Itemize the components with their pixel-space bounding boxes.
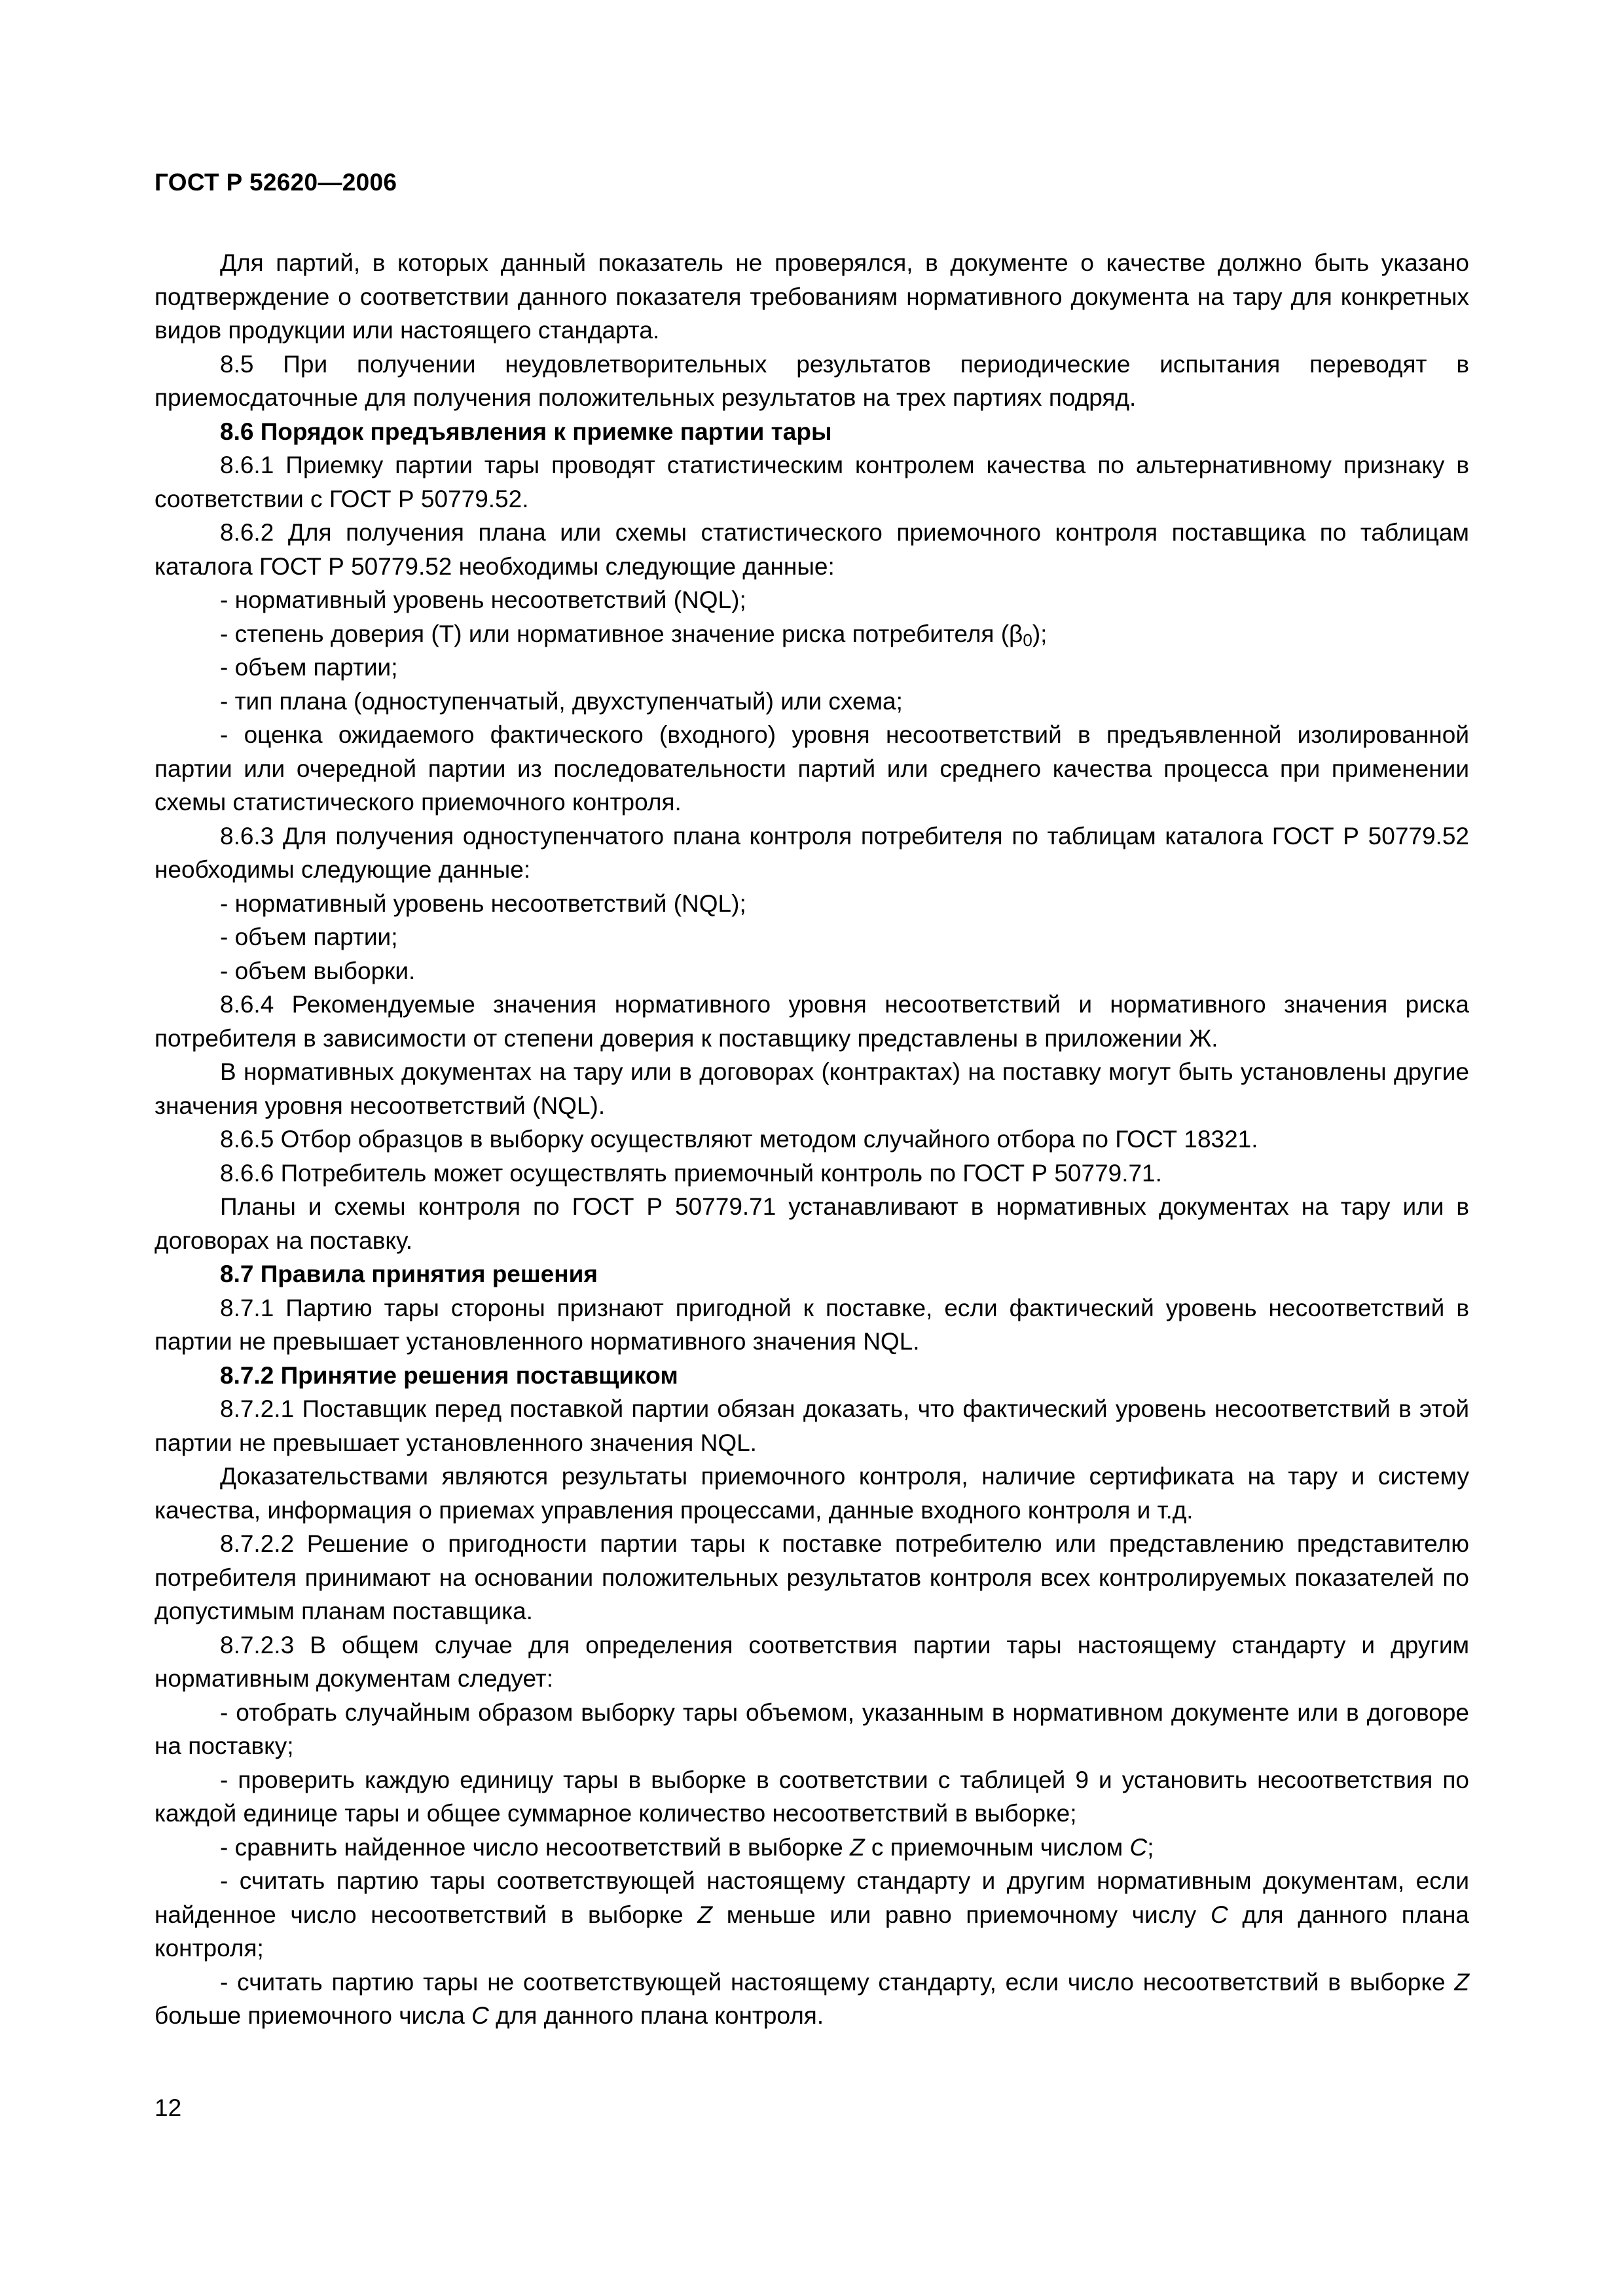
text-run: Доказательствами являются результаты приемочного контроля, наличие сертификата на тару и систему качества, информация о приемах управления процессами, данные входного контроля и т.д.: [155, 1463, 1469, 1524]
text-run: 8.7.2.3 В общем случае для определения соответствия партии тары настоящему стандарту и другим нормативным документам следует:: [155, 1631, 1469, 1692]
text-run: 8.6 Порядок предъявления к приемке партии тары: [220, 418, 832, 445]
text-run: );: [1032, 620, 1048, 647]
text-run: 8.7.1 Партию тары стороны признают пригодной к поставке, если фактический уровень несоответствий в партии не превышает установленного нормативного значения NQL.: [155, 1294, 1469, 1355]
paragraph: [155, 1122, 1469, 1157]
text-run: 8.6.1 Приемку партии тары проводят статистическим контролем качества по альтернативному признаку в соответствии с ГОСТ Р 50779.52.: [155, 452, 1469, 512]
text-run: 8.7.2 Принятие решения поставщиком: [220, 1361, 678, 1389]
text-run: 8.7 Правила принятия решения: [220, 1261, 598, 1287]
section-heading: [155, 1257, 1469, 1291]
paragraph: [155, 1055, 1469, 1122]
text-run: 8.6.3 Для получения одноступенчатого плана контроля потребителя по таблицам каталога ГОСТ Р 50779.52 необходимы следующие данные:: [155, 822, 1469, 883]
text-run: - проверить каждую единицу тары в выборке в соответствии с таблицей 9 и установить несоответствия по каждой единице тары и общее суммарное количество несоответствий в выборке;: [155, 1766, 1469, 1827]
paragraph: [155, 1965, 1469, 2033]
subscript: 0: [1023, 630, 1032, 650]
text-run: - отобрать случайным образом выборку тары объемом, указанным в нормативном документе или в договоре на поставку;: [155, 1698, 1469, 1759]
paragraph: [155, 954, 1469, 988]
paragraph: [155, 1696, 1469, 1763]
text-run: - считать партию тары соответствующей настоящему стандарту и другим нормативным документам, если найденное число несоответствий в выборке: [155, 1867, 1469, 1928]
paragraph: [155, 617, 1469, 651]
paragraph: [155, 1763, 1469, 1831]
text-run: Для партий, в которых данный показатель не проверялся, в документе о качестве должно быть указано подтверждение о соответствии данного показателя требованиям нормативного документа на тару для конкретных видов продукции или настоящего стандарта.: [155, 249, 1469, 344]
text-run: для данного плана контроля.: [488, 2002, 824, 2029]
text-run: для данного плана контроля;: [155, 1901, 1470, 1962]
text-run: - оценка ожидаемого фактического (входного) уровня несоответствий в предъявленной изолированной партии или очередной партии из последовательности партий или среднего качества процесса при применении схемы статистического приемочного контроля.: [155, 721, 1469, 816]
variable-symbol: Z: [697, 1901, 713, 1928]
variable-symbol: C: [471, 2002, 489, 2029]
text-run: меньше или равно приемочному числу: [712, 1901, 1211, 1928]
text-run: ;: [1147, 1833, 1154, 1861]
variable-symbol: Z: [850, 1833, 865, 1861]
paragraph: [155, 348, 1469, 415]
text-run: - объем выборки.: [220, 957, 416, 984]
text-run: 8.6.4 Рекомендуемые значения нормативного уровня несоответствий и нормативного значения риска потребителя в зависимости от степени доверия к поставщику представлены в приложении Ж.: [155, 991, 1469, 1052]
text-run: 8.6.2 Для получения плана или схемы статистического приемочного контроля поставщика по таблицам каталога ГОСТ Р 50779.52 необходимы следующие данные:: [155, 519, 1469, 580]
text-run: - считать партию тары не соответствующей настоящему стандарту, если число несоответствий в выборке: [220, 1968, 1455, 1996]
text-run: 8.7.2.1 Поставщик перед поставкой партии обязан доказать, что фактический уровень несоответствий в этой партии не превышает установленного значения NQL.: [155, 1395, 1469, 1456]
text-run: Планы и схемы контроля по ГОСТ Р 50779.71 устанавливают в нормативных документах на тару или в договорах на поставку.: [155, 1193, 1469, 1254]
page-number: 12: [155, 2094, 182, 2121]
paragraph: [155, 1157, 1469, 1191]
paragraph: [155, 1460, 1469, 1527]
section-heading: [155, 1359, 1469, 1393]
variable-symbol: C: [1129, 1833, 1148, 1861]
paragraph: [155, 887, 1469, 921]
paragraph: [155, 988, 1469, 1055]
text-run: 8.7.2.2 Решение о пригодности партии тары к поставке потребителю или представлению представителю потребителя принимают на основании положительных результатов контроля всех контролируемых показателей по допустимым планам поставщика.: [155, 1530, 1469, 1624]
paragraph: [155, 1831, 1469, 1865]
variable-symbol: C: [1210, 1901, 1228, 1928]
paragraph: [155, 920, 1469, 954]
paragraph: [155, 1628, 1469, 1696]
paragraph: [155, 1392, 1469, 1460]
paragraph: [155, 718, 1469, 819]
paragraph: [155, 819, 1469, 887]
document-body: [155, 246, 1469, 2033]
paragraph: [155, 1190, 1469, 1257]
text-run: 8.6.6 Потребитель может осуществлять приемочный контроль по ГОСТ Р 50779.71.: [220, 1159, 1162, 1187]
text-run: - нормативный уровень несоответствий (NQL);: [220, 889, 746, 917]
text-run: с приемочным числом: [864, 1833, 1130, 1861]
text-run: - объем партии;: [220, 654, 398, 681]
text-run: 8.6.5 Отбор образцов в выборку осуществляют методом случайного отбора по ГОСТ 18321.: [220, 1126, 1258, 1153]
text-run: - объем партии;: [220, 924, 398, 950]
document-header: ГОСТ Р 52620—2006: [155, 169, 397, 196]
text-run: - тип плана (одноступенчатый, двухступенчатый) или схема;: [220, 687, 903, 715]
paragraph: [155, 448, 1469, 516]
paragraph: [155, 583, 1469, 617]
paragraph: [155, 1527, 1469, 1628]
text-run: В нормативных документах на тару или в договорах (контрактах) на поставку могут быть установлены другие значения уровня несоответствий (NQL).: [155, 1058, 1469, 1119]
text-run: - сравнить найденное число несоответствий в выборке: [220, 1833, 850, 1861]
paragraph: [155, 1864, 1469, 1965]
section-heading: [155, 415, 1469, 449]
paragraph: [155, 516, 1469, 583]
text-run: - нормативный уровень несоответствий (NQL);: [220, 586, 746, 613]
paragraph: [155, 685, 1469, 719]
paragraph: [155, 651, 1469, 685]
text-run: 8.5 При получении неудовлетворительных результатов периодические испытания переводят в приемосдаточные для получения положительных результатов на трех партиях подряд.: [155, 350, 1469, 411]
paragraph: [155, 1291, 1469, 1359]
paragraph: [155, 246, 1469, 348]
text-run: - степень доверия (Т) или нормативное значение риска потребителя (β: [220, 620, 1023, 647]
variable-symbol: Z: [1454, 1968, 1469, 1996]
text-run: больше приемочного числа: [155, 2002, 472, 2029]
